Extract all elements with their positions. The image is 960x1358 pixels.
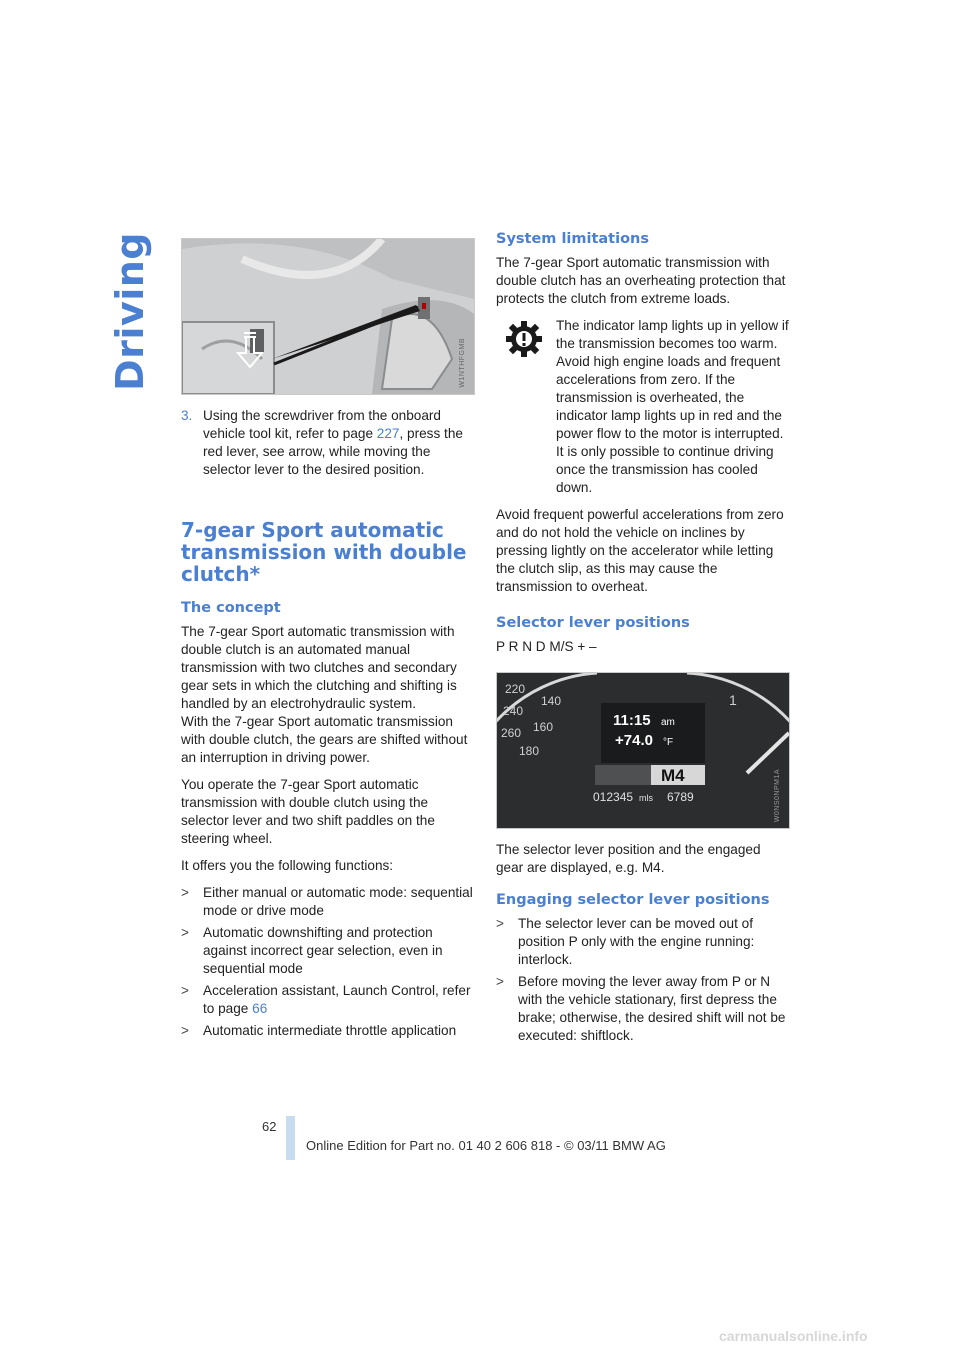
selector-caption: The selector lever position and the engaged gear are displayed, e.g. M4. xyxy=(496,842,761,875)
engaging-list xyxy=(496,915,790,1045)
page-link-227[interactable]: 227 xyxy=(376,426,400,441)
list-item-text: Automatic intermediate throttle application xyxy=(203,1023,457,1038)
selector-positions: P R N D M/S + – xyxy=(496,639,597,654)
concept-para-2: You operate the 7-gear Sport automatic transmission with double clutch using the selector lever and two shift paddles on the steering wheel. xyxy=(181,777,435,846)
scale-label: 180 xyxy=(519,744,540,758)
bullet-marker: > xyxy=(181,983,189,998)
bullet-marker: > xyxy=(181,885,189,900)
list-item xyxy=(496,915,790,969)
list-item-text: The selector lever can be moved out of position P only with the engine running: interlock. xyxy=(518,916,755,967)
cluster-time: 11:15 xyxy=(613,712,651,729)
bullet-marker: > xyxy=(496,974,504,989)
photo-code: W1NTHFGMB xyxy=(459,338,466,388)
concept-para-1: The 7-gear Sport automatic transmission with double clutch is an automated manual transmission with two clutches and secondary gear sets in which the clutching and shifting is handled by an electrohydraulic system. xyxy=(181,624,457,711)
scale-label: 160 xyxy=(533,720,554,734)
step-text xyxy=(203,407,473,479)
scale-label: 240 xyxy=(503,704,524,718)
page-number: 62 xyxy=(262,1119,277,1134)
selector-lever-illustration xyxy=(182,239,474,394)
list-item xyxy=(496,973,790,1045)
concept-para-3: It offers you the following functions: xyxy=(181,858,394,873)
sys-para-2: The indicator lamp lights up in yellow if the transmission becomes too warm. Avoid high engine loads and frequent accelerations from zero. If the transmission is overheated, the indicator lamp lights up in red and the power flow to the motor is interrupted. It is only possible to continue driving once the transmission has cooled down. xyxy=(556,318,789,495)
step-number: 3. xyxy=(181,408,193,423)
cluster-temp-unit: °F xyxy=(663,737,674,748)
cluster-odometer: 012345 xyxy=(593,790,634,804)
list-item xyxy=(181,1022,473,1040)
sys-para-1: The 7-gear Sport automatic transmission with double clutch has an overheating protection that protects the clutch from extreme loads. xyxy=(496,255,786,306)
list-item xyxy=(181,982,473,1018)
watermark: carmanualsonline.info xyxy=(719,1328,868,1344)
instrument-cluster-photo xyxy=(496,672,790,829)
cluster-gear: M4 xyxy=(661,766,685,785)
sys-para-3: Avoid frequent powerful accelerations from zero and do not hold the vehicle on inclines by pressing lightly on the accelerator while letting the clutch slip, as this may cause the transmission to overheat. xyxy=(496,507,784,594)
bullet-marker: > xyxy=(181,1023,189,1038)
left-column xyxy=(181,238,473,1044)
list-item-text-part: Acceleration assistant, Launch Control, refer to page xyxy=(203,983,471,1016)
list-item xyxy=(181,884,473,920)
bullet-marker: > xyxy=(496,916,504,931)
footer-edition: Online Edition for Part no. 01 40 2 606 818 - © 03/11 BMW AG xyxy=(306,1138,666,1153)
list-item-text: Before moving the lever away from P or N with the vehicle stationary, first depress the brake; otherwise, the desired shift will not be executed: shiftlock. xyxy=(518,974,786,1043)
engaging-heading: Engaging selector lever positions xyxy=(496,892,770,908)
scale-label: 260 xyxy=(501,726,522,740)
transmission-gear-warning-icon xyxy=(504,319,544,359)
cluster-trip: 6789 xyxy=(667,790,694,804)
cluster-temperature: +74.0 xyxy=(615,732,653,749)
selector-lever-positions-heading: Selector lever positions xyxy=(496,615,690,631)
right-column xyxy=(496,228,790,1049)
scale-label: 1 xyxy=(729,692,737,708)
concept-heading: The concept xyxy=(181,600,281,616)
list-item-text: Either manual or automatic mode: sequential mode or drive mode xyxy=(203,885,473,918)
concept-para-1b: With the 7-gear Sport automatic transmission with double clutch, the gears are shifted without an interruption in driving power. xyxy=(181,714,468,765)
photo-code: W0NS0NPM1A xyxy=(774,768,781,822)
system-limitations-heading: System limitations xyxy=(496,231,650,247)
selector-lever-photo xyxy=(181,238,475,395)
cluster-time-suffix: am xyxy=(661,717,675,728)
instrument-cluster-illustration xyxy=(497,673,789,828)
scale-label: 220 xyxy=(505,682,526,696)
section-title: Driving xyxy=(108,232,152,391)
scale-label: 140 xyxy=(541,694,562,708)
main-heading: 7-gear Sport automatic transmission with double clutch* xyxy=(181,518,467,586)
list-item-text xyxy=(203,982,473,1018)
footer-bar xyxy=(286,1116,295,1160)
bullet-marker: > xyxy=(181,925,189,940)
step-text-part: Using the screwdriver from the onboard vehicle tool kit, refer to page xyxy=(203,408,441,441)
step-3 xyxy=(181,407,473,479)
page-link-66[interactable]: 66 xyxy=(252,1001,268,1016)
functions-list xyxy=(181,884,473,1040)
cluster-odo-unit: mls xyxy=(639,793,653,803)
step-text-part: , press the red lever, see arrow, while moving the selector lever to the desired position. xyxy=(203,426,463,477)
list-item xyxy=(181,924,473,978)
indicator-lamp-note xyxy=(496,317,790,497)
list-item-text: Automatic downshifting and protection against incorrect gear selection, even in sequential mode xyxy=(203,925,443,976)
